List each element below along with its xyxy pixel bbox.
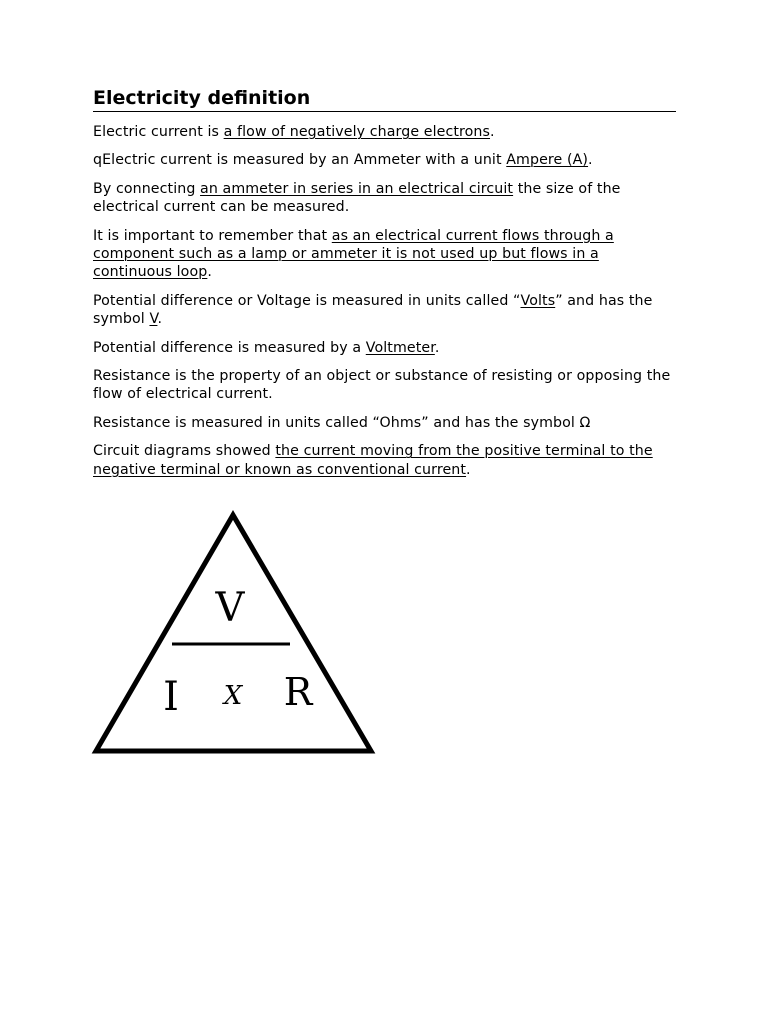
triangle-top-label: V <box>215 585 245 631</box>
underlined-text: as an electrical current flows through a component such as a lamp or ammeter it is not used up but flows in a continuous loop <box>93 227 614 281</box>
formula-triangle-drawing <box>90 508 380 758</box>
paragraph-7 <box>93 367 676 404</box>
paragraph-text: . <box>207 264 212 281</box>
underlined-text: Volts <box>520 292 556 309</box>
underlined-text: a flow of negatively charge electrons <box>223 124 491 140</box>
underlined-text: Ampere (A) <box>506 152 589 169</box>
paragraph-2 <box>93 151 676 169</box>
triangle-bottom-left-label: I <box>163 674 179 720</box>
underlined-text: Voltmeter <box>365 339 435 356</box>
paragraph-text: Resistance is the property of an object or substance of resisting or opposing the flow of electrical current. <box>93 368 671 403</box>
triangle-outline <box>96 515 371 751</box>
paragraph-text: Potential difference or Voltage is measured in units called “ <box>93 292 521 309</box>
paragraph-list <box>93 123 676 479</box>
paragraph-text: . <box>466 461 471 478</box>
paragraph-4 <box>93 227 676 282</box>
paragraph-text: . <box>434 339 440 356</box>
paragraph-text: ” and has the symbol <box>93 292 653 328</box>
underlined-text: an ammeter in series in an electrical circuit <box>200 180 514 197</box>
paragraph-text: . <box>588 152 593 169</box>
paragraph-text: Resistance is measured in units called “Ohms” and has the symbol Ω <box>93 414 591 431</box>
underlined-text: V <box>149 311 158 328</box>
paragraph-text: qElectric current is measured by an Ammeter with a unit <box>93 152 507 169</box>
triangle-operator: X <box>223 681 243 711</box>
document-page <box>93 86 676 479</box>
paragraph-text: . <box>157 311 163 328</box>
paragraph-text: Electric current is <box>93 124 224 140</box>
underlined-text: the current moving from the positive terminal to the negative terminal or known as conventional current <box>93 443 653 478</box>
paragraph-text: By connecting <box>93 180 201 197</box>
paragraph-8 <box>93 414 676 432</box>
paragraph-text: Circuit diagrams showed <box>93 443 276 460</box>
paragraph-text: . <box>490 124 495 140</box>
paragraph-9 <box>93 442 676 479</box>
triangle-bottom-right-label: R <box>283 670 313 714</box>
page-title: Electricity definition <box>93 86 676 112</box>
paragraph-6 <box>93 339 676 357</box>
paragraph-text: It is important to remember that <box>93 227 332 244</box>
formula-triangle <box>90 508 380 758</box>
paragraph-1 <box>93 123 676 141</box>
paragraph-3 <box>93 180 676 217</box>
paragraph-5 <box>93 292 676 329</box>
paragraph-text: the size of the electrical current can be measured. <box>93 180 621 216</box>
paragraph-text: Potential difference is measured by a <box>93 339 366 356</box>
